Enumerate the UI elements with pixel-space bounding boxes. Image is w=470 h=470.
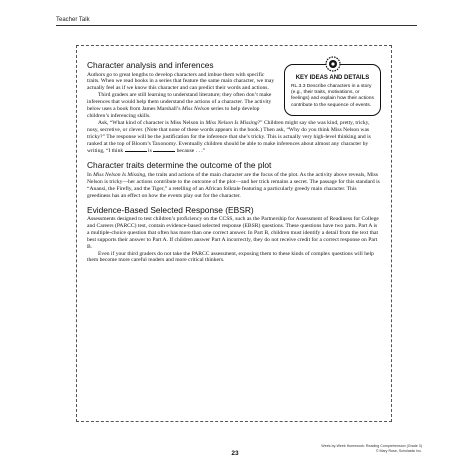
paragraph: Assessments designed to test children’s proficiency on the CCSS, such as the Partnership for Assessment of Readiness for College and Careers (PARCC) test, contain evidence-based selected response (EBSR) questions. These questions have two parts. Part A is a multiple-choice question that often has more than one correct answer. In Part B, children must identify a detail from the text that best supports their answer to Part A. If children answer Part A incorrectly, they do not receive credit for a correct response on Part B.	[87, 216, 379, 250]
paragraph: In Miss Nelson Is Missing, the traits and actions of the main character are the focus of the plot. As the activity above reveals, Miss Nelson is tricky—her actions contribute to the outcome of the plot—and her trick remains a secret. The passage for this standard is “Anansi, the Firefly, and the Tiger,” a retelling of an African folktale featuring a particularly greedy main character. This greediness has an effect on how the events play out for the character.	[87, 171, 380, 199]
key-ideas-standard: RL.3.3 Describe characters in a story (e.g., their traits, motivations, or feelings) and explain how their actions contribute to the sequence of events.	[291, 84, 374, 108]
footer-credit-title: Week-by-Week Homework: Reading Comprehension (Grade 3)	[321, 444, 422, 448]
key-ideas-box	[284, 64, 381, 116]
page-number: 23	[231, 450, 239, 457]
fill-in-blank	[125, 147, 147, 152]
article-body	[87, 60, 381, 264]
paragraph: Ask, “What kind of character is Miss Nelson in Miss Nelson Is Missing?” Children might say she was kind, pretty, tricky, nosy, secretive, or clever. (Note that none of these words appears in the book.) Then ask, “Why do you think Miss Nelson was tricky?” The response will be the justification for the inference that she’s tricky. This is actually very high-level thinking and is ranked at the top of Bloom’s Taxonomy. Eventually children should be able to make inferences about almost any character by writing, “I think is because . . .”	[87, 119, 371, 155]
section-heading-character-traits: Character traits determine the outcome of the plot	[87, 160, 272, 171]
section-heading-ebsr: Evidence-Based Selected Response (EBSR)	[87, 204, 254, 215]
paragraph: Third graders are still learning to understand literature; they often don’t make inferences that would help them understand the actions of a character. The activity below uses a book from James Marshall’s Miss Nelson series to help develop children’s inferencing skills.	[87, 92, 272, 119]
footer-credit-copyright: © Mary Rose, Scholastic Inc.	[375, 449, 422, 453]
section-heading-character-analysis: Character analysis and inferences	[87, 60, 214, 70]
fill-in-blank	[153, 147, 175, 152]
paragraph: Even if your third graders do not take the PARCC assessment, exposing them to these kinds of complex questions will help them become more careful readers and more critical thinkers.	[87, 250, 374, 264]
medal-icon	[325, 56, 341, 72]
header-tab-label: Teacher Talk	[56, 17, 90, 23]
paragraph: Authors go to great lengths to develop characters and imbue them with specific traits. When we read books in a series that feature the same main character, we may actually feel as if we know this character and can predict their words and actions.	[87, 71, 275, 92]
key-ideas-title: KEY IDEAS AND DETAILS	[295, 75, 370, 81]
header-rule	[56, 25, 417, 26]
